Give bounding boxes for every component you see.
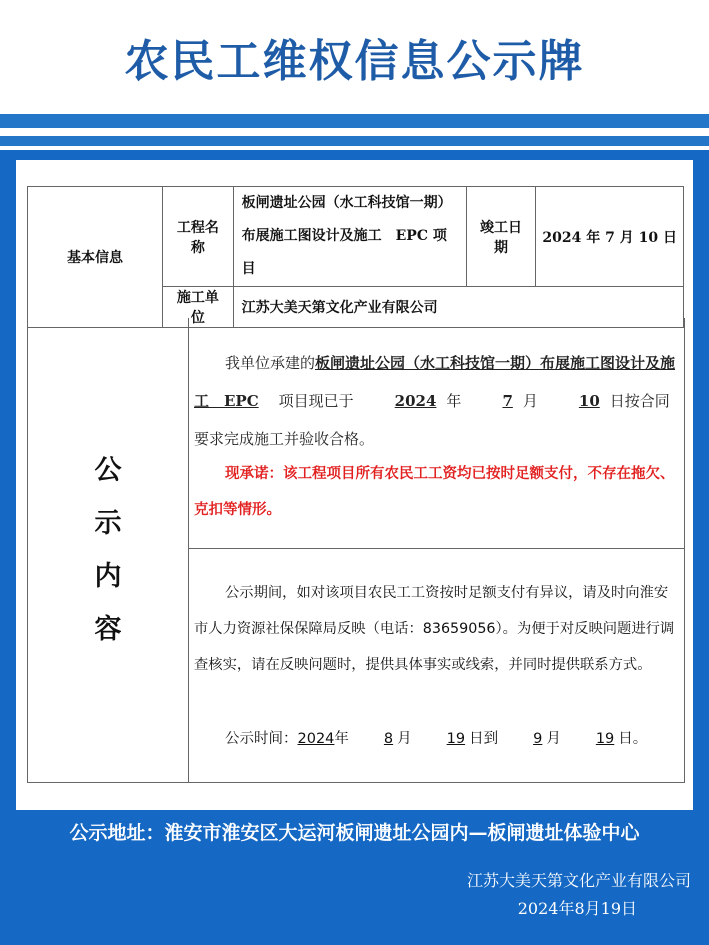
- notice-label-char: 容: [94, 614, 122, 645]
- objection-instructions: 公示期间，如对该项目农民工工资按时足额支付有异议，请及时向淮安市人力资源社保保障局反映（电话：83659056）。为便于对反映问题进行调查核实，请在反映问题时，提供具体事实或线索，并同时提供联系方式。: [194, 585, 675, 673]
- notice-address: 公示地址：淮安市淮安区大运河板闸遗址公园内—板闸遗址体验中心: [69, 822, 640, 844]
- wage-commitment: 现承诺：该工程项目所有农民工工资均已按时足额支付，不存在拖欠、克扣等情形。: [194, 466, 675, 518]
- notice-paper: [16, 160, 693, 810]
- basic-info-label: 基本信息: [28, 187, 163, 328]
- contractor-label: 施工单位: [163, 287, 234, 328]
- completion-date-label: 竣工日期: [466, 187, 536, 287]
- project-name-label: 工程名称: [163, 187, 234, 287]
- stripe-top: [0, 114, 709, 128]
- stripe-gap: [0, 128, 709, 136]
- footer-date: 2024年8月19日: [517, 899, 637, 918]
- notice-content-body: [188, 318, 685, 783]
- completion-statement: 我单位承建的板闸遗址公园（水工科技馆一期）布展施工图设计及施工 EPC 项目现已于 2024 年 7 月 10 日按合同要求完成施工并验收合格。: [194, 354, 676, 448]
- notice-content-label: [27, 318, 189, 783]
- notice-label-char: 内: [94, 561, 122, 592]
- notice-label-char: 示: [94, 508, 122, 539]
- title-bar: [0, 0, 709, 114]
- notice-label-char: 公: [94, 455, 122, 486]
- footer-company: 江苏大美天第文化产业有限公司: [466, 871, 691, 890]
- completion-date-value: 2024 年 7 月 10 日: [536, 187, 684, 287]
- notice-divider: [188, 548, 684, 549]
- page-title: 农民工维权信息公示牌: [124, 36, 585, 87]
- notice-period: 公示时间：2024年 8 月 19 日到 9 月 19 日。: [225, 731, 648, 747]
- stripe-bottom: [0, 136, 709, 146]
- basic-info-table: [27, 186, 684, 328]
- project-name-value: 板闸遗址公园（水工科技馆一期）布展施工图设计及施工 EPC 项目: [233, 187, 466, 287]
- contractor-value: 江苏大美天第文化产业有限公司: [233, 287, 683, 328]
